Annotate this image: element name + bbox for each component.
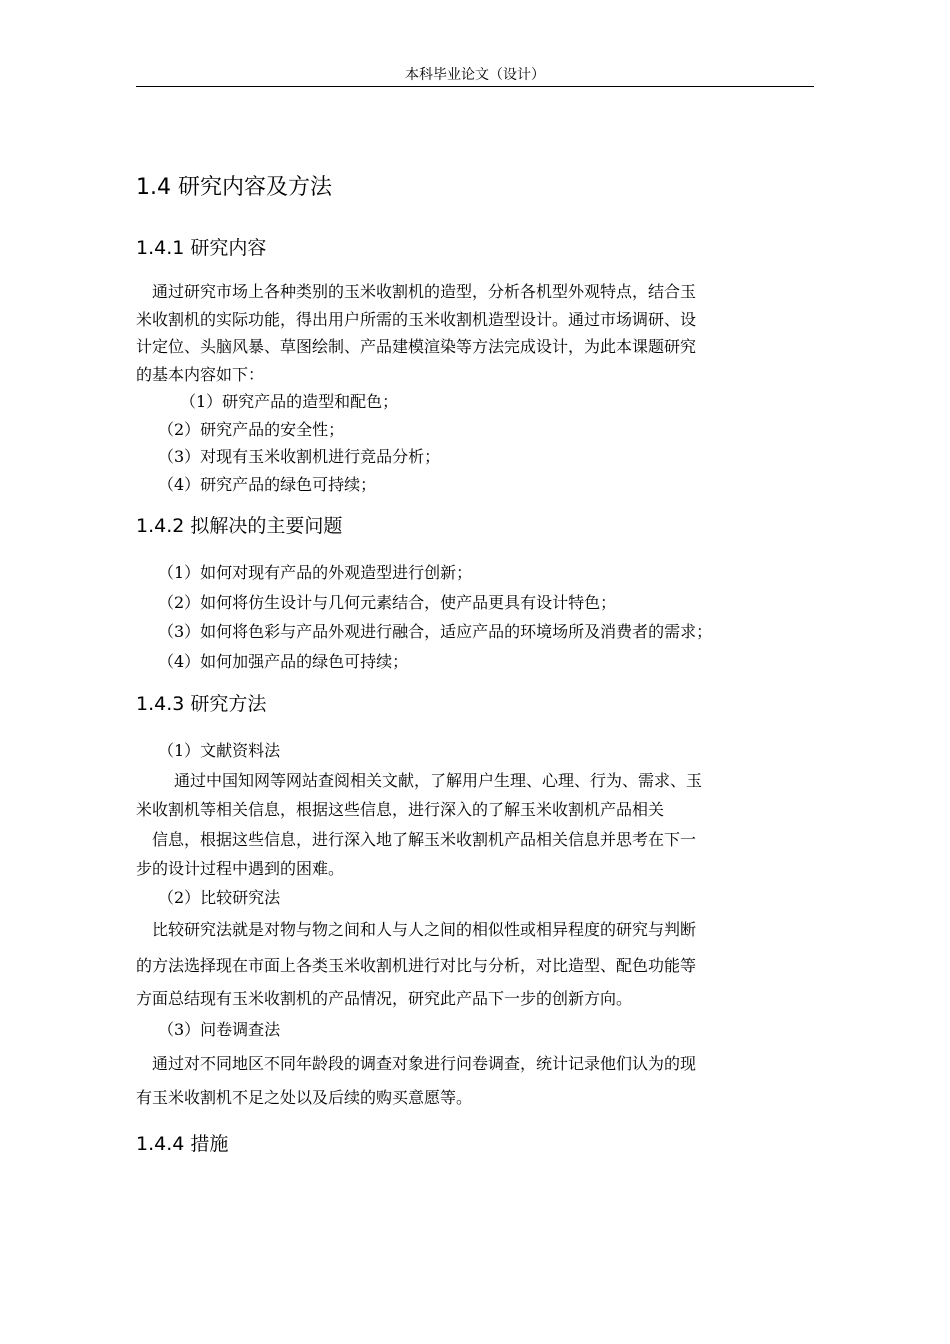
method-label: （3）问卷调查法	[158, 1019, 281, 1039]
list-item: （2）如何将仿生设计与几何元素结合，使产品更具有设计特色；	[158, 592, 617, 612]
list-item: （4）如何加强产品的绿色可持续；	[158, 651, 409, 671]
paragraph-line: 方面总结现有玉米收割机的产品情况，研究此产品下一步的创新方向。	[136, 988, 633, 1008]
research-content-paragraph	[136, 278, 816, 388]
method-comparison	[136, 884, 816, 1014]
paragraph-line: 的基本内容如下：	[136, 364, 265, 384]
list-item: （3）对现有玉米收割机进行竞品分析；	[158, 447, 441, 466]
method-literature	[136, 736, 816, 884]
paragraph-line: 信息，根据这些信息，进行深入地了解玉米收割机产品相关信息并思考在下一	[152, 829, 697, 849]
subsection-title-research-methods: 1.4.3 研究方法	[136, 693, 267, 715]
paragraph-line: 步的设计过程中遇到的困难。	[136, 859, 345, 878]
method-label: （2）比较研究法	[158, 887, 281, 907]
paragraph-line: 通过对不同地区不同年龄段的调查对象进行问卷调查，统计记录他们认为的现	[152, 1053, 697, 1073]
paragraph-line: 米收割机等相关信息，根据这些信息，进行深入的了解玉米收割机产品相关	[136, 800, 665, 819]
research-content-list	[136, 388, 816, 498]
subsection-title-measures: 1.4.4 措施	[136, 1132, 229, 1155]
page-content	[136, 168, 816, 1162]
paragraph-line: 计定位、头脑风暴、草图绘制、产品建模渲染等方法完成设计，为此本课题研究	[136, 337, 697, 356]
method-questionnaire	[136, 1014, 816, 1114]
paragraph-line: 通过中国知网等网站查阅相关文献，了解用户生理、心理、行为、需求、玉	[174, 770, 703, 790]
list-item: （1）如何对现有产品的外观造型进行创新；	[158, 563, 473, 582]
paragraph-line: 通过研究市场上各种类别的玉米收割机的造型，分析各机型外观特点，结合玉	[152, 282, 697, 301]
section-title: 1.4 研究内容及方法	[136, 175, 332, 200]
subsection-title-main-problems: 1.4.2 拟解决的主要问题	[136, 515, 343, 537]
main-problems-list	[136, 558, 816, 676]
list-item: （1）研究产品的造型和配色；	[180, 392, 399, 411]
method-label: （1）文献资料法	[158, 741, 281, 760]
list-item: （3）如何将色彩与产品外观进行融合，适应产品的环境场所及消费者的需求；	[158, 622, 713, 641]
paragraph-line: 比较研究法就是对物与物之间和人与人之间的相似性或相异程度的研究与判断	[152, 919, 697, 939]
paragraph-line: 有玉米收割机不足之处以及后续的购买意愿等。	[136, 1087, 473, 1107]
subsection-title-research-content: 1.4.1 研究内容	[136, 237, 267, 259]
list-item: （4）研究产品的绿色可持续；	[158, 474, 377, 494]
list-item: （2）研究产品的安全性；	[158, 419, 345, 439]
paragraph-line: 的方法选择现在市面上各类玉米收割机进行对比与分析，对比造型、配色功能等	[136, 955, 697, 975]
header-rule	[136, 86, 814, 87]
paragraph-line: 米收割机的实际功能，得出用户所需的玉米收割机造型设计。通过市场调研、设	[136, 309, 697, 329]
page-header: 本科毕业论文（设计）	[405, 67, 545, 83]
